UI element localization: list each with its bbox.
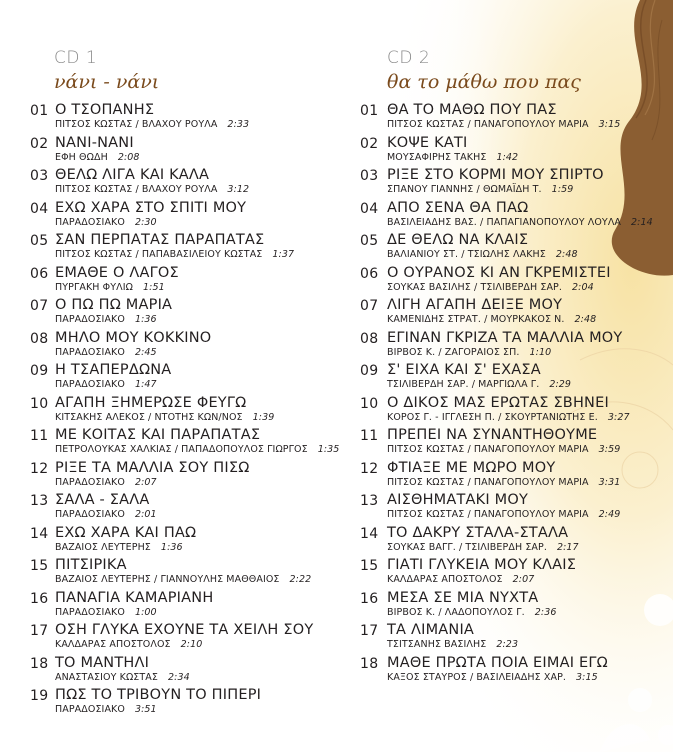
track-credits: ΠΙΤΣΟΣ ΚΩΣΤΑΣ / ΠΑΠΑΒΑΣΙΛΕΙΟΥ ΚΩΣΤΑΣ 1:37 <box>55 249 295 260</box>
track-title: ΡΙΞΕ ΣΤΟ ΚΟΡΜΙ ΜΟΥ ΣΠΙΡΤΟ <box>387 167 604 183</box>
track-credits: ΒΙΡΒΟΣ Κ. / ΖΑΓΟΡΑΙΟΣ ΣΠ. 1:10 <box>387 346 552 358</box>
cd1-subtitle: νάνι - νάνι <box>54 71 160 93</box>
track-duration: 2:36 <box>534 606 557 618</box>
track-credits: ΑΝΑΣΤΑΣΙΟΥ ΚΩΣΤΑΣ 2:34 <box>55 671 190 683</box>
track-duration: 2:17 <box>556 541 579 553</box>
cd2-subtitle: θα το μάθω που πας <box>387 71 581 93</box>
track-title: ΝΑΝΙ-ΝΑΝΙ <box>55 134 134 151</box>
track-number: 14 <box>360 525 379 542</box>
track-title: ΠΙΤΣΙΡΙΚΑ <box>55 557 127 573</box>
track-title: ΜΑΘΕ ΠΡΩΤΑ ΠΟΙΑ ΕΙΜΑΙ ΕΓΩ <box>387 654 608 671</box>
track-credits: ΒΑΖΑΙΟΣ ΛΕΥΤΕΡΗΣ / ΓΙΑΝΝΟΥΛΗΣ ΜΑΘΘΑΙΟΣ 2:22 <box>55 574 312 585</box>
track-number: 16 <box>360 590 379 607</box>
track-credits: ΠΑΡΑΔΟΣΙΑΚΟ 2:30 <box>55 216 157 228</box>
track-duration: 1:47 <box>134 379 157 390</box>
track-number: 17 <box>30 623 49 639</box>
track-duration: 1:59 <box>551 184 574 195</box>
track-number: 14 <box>30 525 49 542</box>
track-credits: ΠΙΤΣΟΣ ΚΩΣΤΑΣ / ΒΛΑΧΟΥ ΡΟΥΛΑ 3:12 <box>55 184 250 195</box>
track-credits: ΠΙΤΣΟΣ ΚΩΣΤΑΣ / ΠΑΝΑΓΟΠΟΥΛΟΥ ΜΑΡΙΑ 2:49 <box>387 509 621 520</box>
cd1-label: CD 1 <box>54 48 98 68</box>
track-duration: 1:00 <box>134 606 157 618</box>
track-credits: ΒΑΣΙΛΕΙΑΔΗΣ ΒΑΣ. / ΠΑΠΑΓΙΑΝΟΠΟΥΛΟΥ ΛΟΥΛΑ 2:14 <box>387 216 653 228</box>
track-title: ΛΙΓΗ ΑΓΑΠΗ ΔΕΙΞΕ ΜΟΥ <box>387 297 563 313</box>
track-credits: ΠΙΤΣΟΣ ΚΩΣΤΑΣ / ΠΑΝΑΓΟΠΟΥΛΟΥ ΜΑΡΙΑ 3:15 <box>387 119 621 130</box>
track-duration: 2:33 <box>227 119 250 130</box>
track-duration: 2:14 <box>631 216 653 228</box>
track-duration: 1:42 <box>496 151 519 163</box>
track-number: 08 <box>30 330 49 347</box>
track-duration: 2:22 <box>289 574 312 585</box>
track-duration: 3:15 <box>598 119 621 130</box>
track-number: 11 <box>360 428 379 444</box>
track-number: 05 <box>30 233 49 249</box>
track-title: ΣΑΛΑ - ΣΑΛΑ <box>55 492 150 508</box>
track-title: ΠΩΣ ΤΟ ΤΡΙΒΟΥΝ ΤΟ ΠΙΠΕΡΙ <box>55 687 262 703</box>
track-duration: 2:08 <box>117 151 140 163</box>
track-duration: 1:10 <box>529 346 552 358</box>
track-credits: ΚΟΡΟΣ Γ. - ΙΓΓΛΕΣΗ Π. / ΣΚΟΥΡΤΑΝΙΩΤΗΣ Ε. 3:27 <box>387 411 630 423</box>
track-number: 13 <box>30 493 49 509</box>
track-duration: 2:07 <box>512 574 535 585</box>
track-title: Η ΤΣΑΠΕΡΔΩΝΑ <box>55 362 172 378</box>
track-number: 18 <box>360 655 379 672</box>
track-title: ΤΟ ΔΑΚΡΥ ΣΤΑΛΑ-ΣΤΑΛΑ <box>387 524 569 541</box>
track-title: ΕΧΩ ΧΑΡΑ ΣΤΟ ΣΠΙΤΙ ΜΟΥ <box>55 199 247 216</box>
track-title: ΑΓΑΠΗ ΞΗΜΕΡΩΣΕ ΦΕΥΓΩ <box>55 394 247 411</box>
track-credits: ΒΑΛΙΑΝΙΟΥ ΣΤ. / ΤΣΙΩΛΗΣ ΛΑΚΗΣ 2:48 <box>387 249 578 260</box>
track-credits: ΠΑΡΑΔΟΣΙΑΚΟ 2:07 <box>55 476 157 488</box>
track-number: 05 <box>360 233 379 249</box>
track-credits: ΚΑΞΟΣ ΣΤΑΥΡΟΣ / ΒΑΣΙΛΕΙΑΔΗΣ ΧΑΡ. 3:15 <box>387 671 598 683</box>
track-title: ΕΧΩ ΧΑΡΑ ΚΑΙ ΠΑΩ <box>55 524 197 541</box>
track-credits: ΠΑΡΑΔΟΣΙΑΚΟ 1:36 <box>55 314 157 325</box>
track-number: 19 <box>30 688 49 704</box>
track-number: 12 <box>360 460 379 477</box>
track-credits: ΠΙΤΣΟΣ ΚΩΣΤΑΣ / ΒΛΑΧΟΥ ΡΟΥΛΑ 2:33 <box>55 119 250 130</box>
track-number: 01 <box>360 103 379 119</box>
track-duration: 1:36 <box>134 314 157 325</box>
track-credits: ΠΥΡΓΑΚΗ ΦΥΛΙΩ 1:51 <box>55 281 165 293</box>
track-title: ΜΗΛΟ ΜΟΥ ΚΟΚΚΙΝΟ <box>55 329 212 346</box>
track-credits: ΠΑΡΑΔΟΣΙΑΚΟ 3:51 <box>55 704 157 715</box>
track-credits: ΠΑΡΑΔΟΣΙΑΚΟ 1:47 <box>55 379 157 390</box>
track-title: Ο ΠΩ ΠΩ ΜΑΡΙΑ <box>55 297 173 313</box>
track-credits: ΚΑΜΕΝΙΔΗΣ ΣΤΡΑΤ. / ΜΟΥΡΚΑΚΟΣ Ν. 2:48 <box>387 314 597 325</box>
track-duration: 2:07 <box>134 476 157 488</box>
track-number: 11 <box>30 428 49 444</box>
track-duration: 2:10 <box>180 639 203 650</box>
track-duration: 3:15 <box>576 671 598 683</box>
track-credits: ΠΑΡΑΔΟΣΙΑΚΟ 1:00 <box>55 606 157 618</box>
track-duration: 3:31 <box>598 476 621 488</box>
track-title: ΜΕ ΚΟΙΤΑΣ ΚΑΙ ΠΑΡΑΠΑΤΑΣ <box>55 427 261 443</box>
track-number: 15 <box>360 558 379 574</box>
track-title: ΦΤΙΑΞΕ ΜΕ ΜΩΡΟ ΜΟΥ <box>387 459 556 476</box>
track-duration: 1:36 <box>160 541 183 553</box>
track-number: 15 <box>30 558 49 574</box>
track-number: 16 <box>30 590 49 607</box>
track-title: Σ' ΕΙΧΑ ΚΑΙ Σ' ΕΧΑΣΑ <box>387 362 541 378</box>
track-number: 02 <box>360 135 379 152</box>
track-credits: ΣΠΑΝΟΥ ΓΙΑΝΝΗΣ / ΘΩΜΑΪΔΗ Τ. 1:59 <box>387 184 574 195</box>
track-number: 06 <box>360 265 379 282</box>
track-number: 13 <box>360 493 379 509</box>
track-duration: 1:35 <box>317 444 340 455</box>
track-duration: 2:30 <box>134 216 157 228</box>
track-duration: 2:04 <box>572 281 594 293</box>
cd2-label: CD 2 <box>387 48 431 68</box>
track-title: ΠΑΝΑΓΙΑ ΚΑΜΑΡΙΑΝΗ <box>55 589 214 606</box>
track-duration: 2:01 <box>134 509 157 520</box>
track-credits: ΠΕΤΡΟΛΟΥΚΑΣ ΧΑΛΚΙΑΣ / ΠΑΠΑΔΟΠΟΥΛΟΣ ΓΙΩΡΓΟΣ 1:35 <box>55 444 340 455</box>
track-title: Ο ΔΙΚΟΣ ΜΑΣ ΕΡΩΤΑΣ ΣΒΗΝΕΙ <box>387 394 609 411</box>
track-title: ΑΙΣΘΗΜΑΤΑΚΙ ΜΟΥ <box>387 492 529 508</box>
track-title: ΣΑΝ ΠΕΡΠΑΤΑΣ ΠΑΡΑΠΑΤΑΣ <box>55 232 265 248</box>
track-title: ΑΠΟ ΣΕΝΑ ΘΑ ΠΑΩ <box>387 199 529 216</box>
track-number: 10 <box>360 395 379 412</box>
track-credits: ΠΙΤΣΟΣ ΚΩΣΤΑΣ / ΠΑΝΑΓΟΠΟΥΛΟΥ ΜΑΡΙΑ 3:59 <box>387 444 621 455</box>
track-duration: 2:34 <box>168 671 190 683</box>
track-duration: 3:51 <box>134 704 157 715</box>
track-duration: 2:48 <box>574 314 597 325</box>
track-title: ΕΜΑΘΕ Ο ΛΑΓΟΣ <box>55 264 179 281</box>
track-title: ΡΙΞΕ ΤΑ ΜΑΛΛΙΑ ΣΟΥ ΠΙΣΩ <box>55 459 250 476</box>
track-number: 03 <box>360 168 379 184</box>
track-title: ΓΙΑΤΙ ΓΛΥΚΕΙΑ ΜΟΥ ΚΛΑΙΣ <box>387 557 577 573</box>
track-title: ΘΑ ΤΟ ΜΑΘΩ ΠΟΥ ΠΑΣ <box>387 102 557 118</box>
track-title: Ο ΤΣΟΠΑΝΗΣ <box>55 102 155 118</box>
track-number: 04 <box>30 200 49 217</box>
track-duration: 2:49 <box>598 509 621 520</box>
track-number: 17 <box>360 623 379 639</box>
track-credits: ΚΙΤΣΑΚΗΣ ΑΛΕΚΟΣ / ΝΤΟΤΗΣ ΚΩΝ/ΝΟΣ 1:39 <box>55 411 275 423</box>
track-title: ΚΟΨΕ ΚΑΤΙ <box>387 134 468 151</box>
track-title: ΘΕΛΩ ΛΙΓΑ ΚΑΙ ΚΑΛΑ <box>55 167 210 183</box>
track-number: 07 <box>360 298 379 314</box>
track-title: ΕΓΙΝΑΝ ΓΚΡΙΖΑ ΤΑ ΜΑΛΛΙΑ ΜΟΥ <box>387 329 623 346</box>
track-number: 07 <box>30 298 49 314</box>
track-title: ΤΑ ΛΙΜΑΝΙΑ <box>387 622 475 638</box>
track-number: 12 <box>30 460 49 477</box>
track-duration: 2:48 <box>555 249 578 260</box>
track-credits: ΠΑΡΑΔΟΣΙΑΚΟ 2:45 <box>55 346 157 358</box>
track-duration: 3:27 <box>607 411 630 423</box>
track-title: ΤΟ ΜΑΝΤΗΛΙ <box>55 654 150 671</box>
track-duration: 2:29 <box>549 379 572 390</box>
track-credits: ΚΑΛΔΑΡΑΣ ΑΠΟΣΤΟΛΟΣ 2:07 <box>387 574 535 585</box>
track-number: 01 <box>30 103 49 119</box>
track-duration: 3:12 <box>227 184 250 195</box>
track-number: 09 <box>360 363 379 379</box>
track-credits: ΤΣΙΛΙΒΕΡΔΗ ΣΑΡ. / ΜΑΡΓΙΩΛΑ Γ. 2:29 <box>387 379 572 390</box>
track-duration: 1:39 <box>252 411 275 423</box>
track-credits: ΕΦΗ ΘΩΔΗ 2:08 <box>55 151 140 163</box>
track-number: 03 <box>30 168 49 184</box>
track-credits: ΠΙΤΣΟΣ ΚΩΣΤΑΣ / ΠΑΝΑΓΟΠΟΥΛΟΥ ΜΑΡΙΑ 3:31 <box>387 476 621 488</box>
track-duration: 2:23 <box>496 639 519 650</box>
track-number: 02 <box>30 135 49 152</box>
track-credits: ΣΟΥΚΑΣ ΒΑΓΓ. / ΤΣΙΛΙΒΕΡΔΗ ΣΑΡ. 2:17 <box>387 541 579 553</box>
track-credits: ΒΑΖΑΙΟΣ ΛΕΥΤΕΡΗΣ 1:36 <box>55 541 183 553</box>
track-number: 04 <box>360 200 379 217</box>
track-number: 09 <box>30 363 49 379</box>
track-number: 08 <box>360 330 379 347</box>
track-credits: ΤΣΙΤΣΑΝΗΣ ΒΑΣΙΛΗΣ 2:23 <box>387 639 519 650</box>
track-duration: 1:37 <box>272 249 295 260</box>
track-number: 10 <box>30 395 49 412</box>
track-duration: 3:59 <box>598 444 621 455</box>
track-number: 06 <box>30 265 49 282</box>
track-duration: 1:51 <box>143 281 165 293</box>
track-title: ΟΣΗ ΓΛΥΚΑ ΕΧΟΥΝΕ ΤΑ ΧΕΙΛΗ ΣΟΥ <box>55 622 314 638</box>
track-number: 18 <box>30 655 49 672</box>
track-title: ΔΕ ΘΕΛΩ ΝΑ ΚΛΑΙΣ <box>387 232 529 248</box>
track-credits: ΚΑΛΔΑΡΑΣ ΑΠΟΣΤΟΛΟΣ 2:10 <box>55 639 203 650</box>
track-title: ΠΡΕΠΕΙ ΝΑ ΣΥΝΑΝΤΗΘΟΥΜΕ <box>387 427 598 443</box>
track-credits: ΒΙΡΒΟΣ Κ. / ΛΑΔΟΠΟΥΛΟΣ Γ. 2:36 <box>387 606 557 618</box>
track-credits: ΠΑΡΑΔΟΣΙΑΚΟ 2:01 <box>55 509 157 520</box>
track-title: ΜΕΣΑ ΣΕ ΜΙΑ ΝΥΧΤΑ <box>387 589 539 606</box>
track-title: Ο ΟΥΡΑΝΟΣ ΚΙ ΑΝ ΓΚΡΕΜΙΣΤΕΙ <box>387 264 611 281</box>
track-duration: 2:45 <box>134 346 157 358</box>
track-credits: ΜΟΥΣΑΦΙΡΗΣ ΤΑΚΗΣ 1:42 <box>387 151 519 163</box>
track-credits: ΣΟΥΚΑΣ ΒΑΣΙΛΗΣ / ΤΣΙΛΙΒΕΡΔΗ ΣΑΡ. 2:04 <box>387 281 594 293</box>
